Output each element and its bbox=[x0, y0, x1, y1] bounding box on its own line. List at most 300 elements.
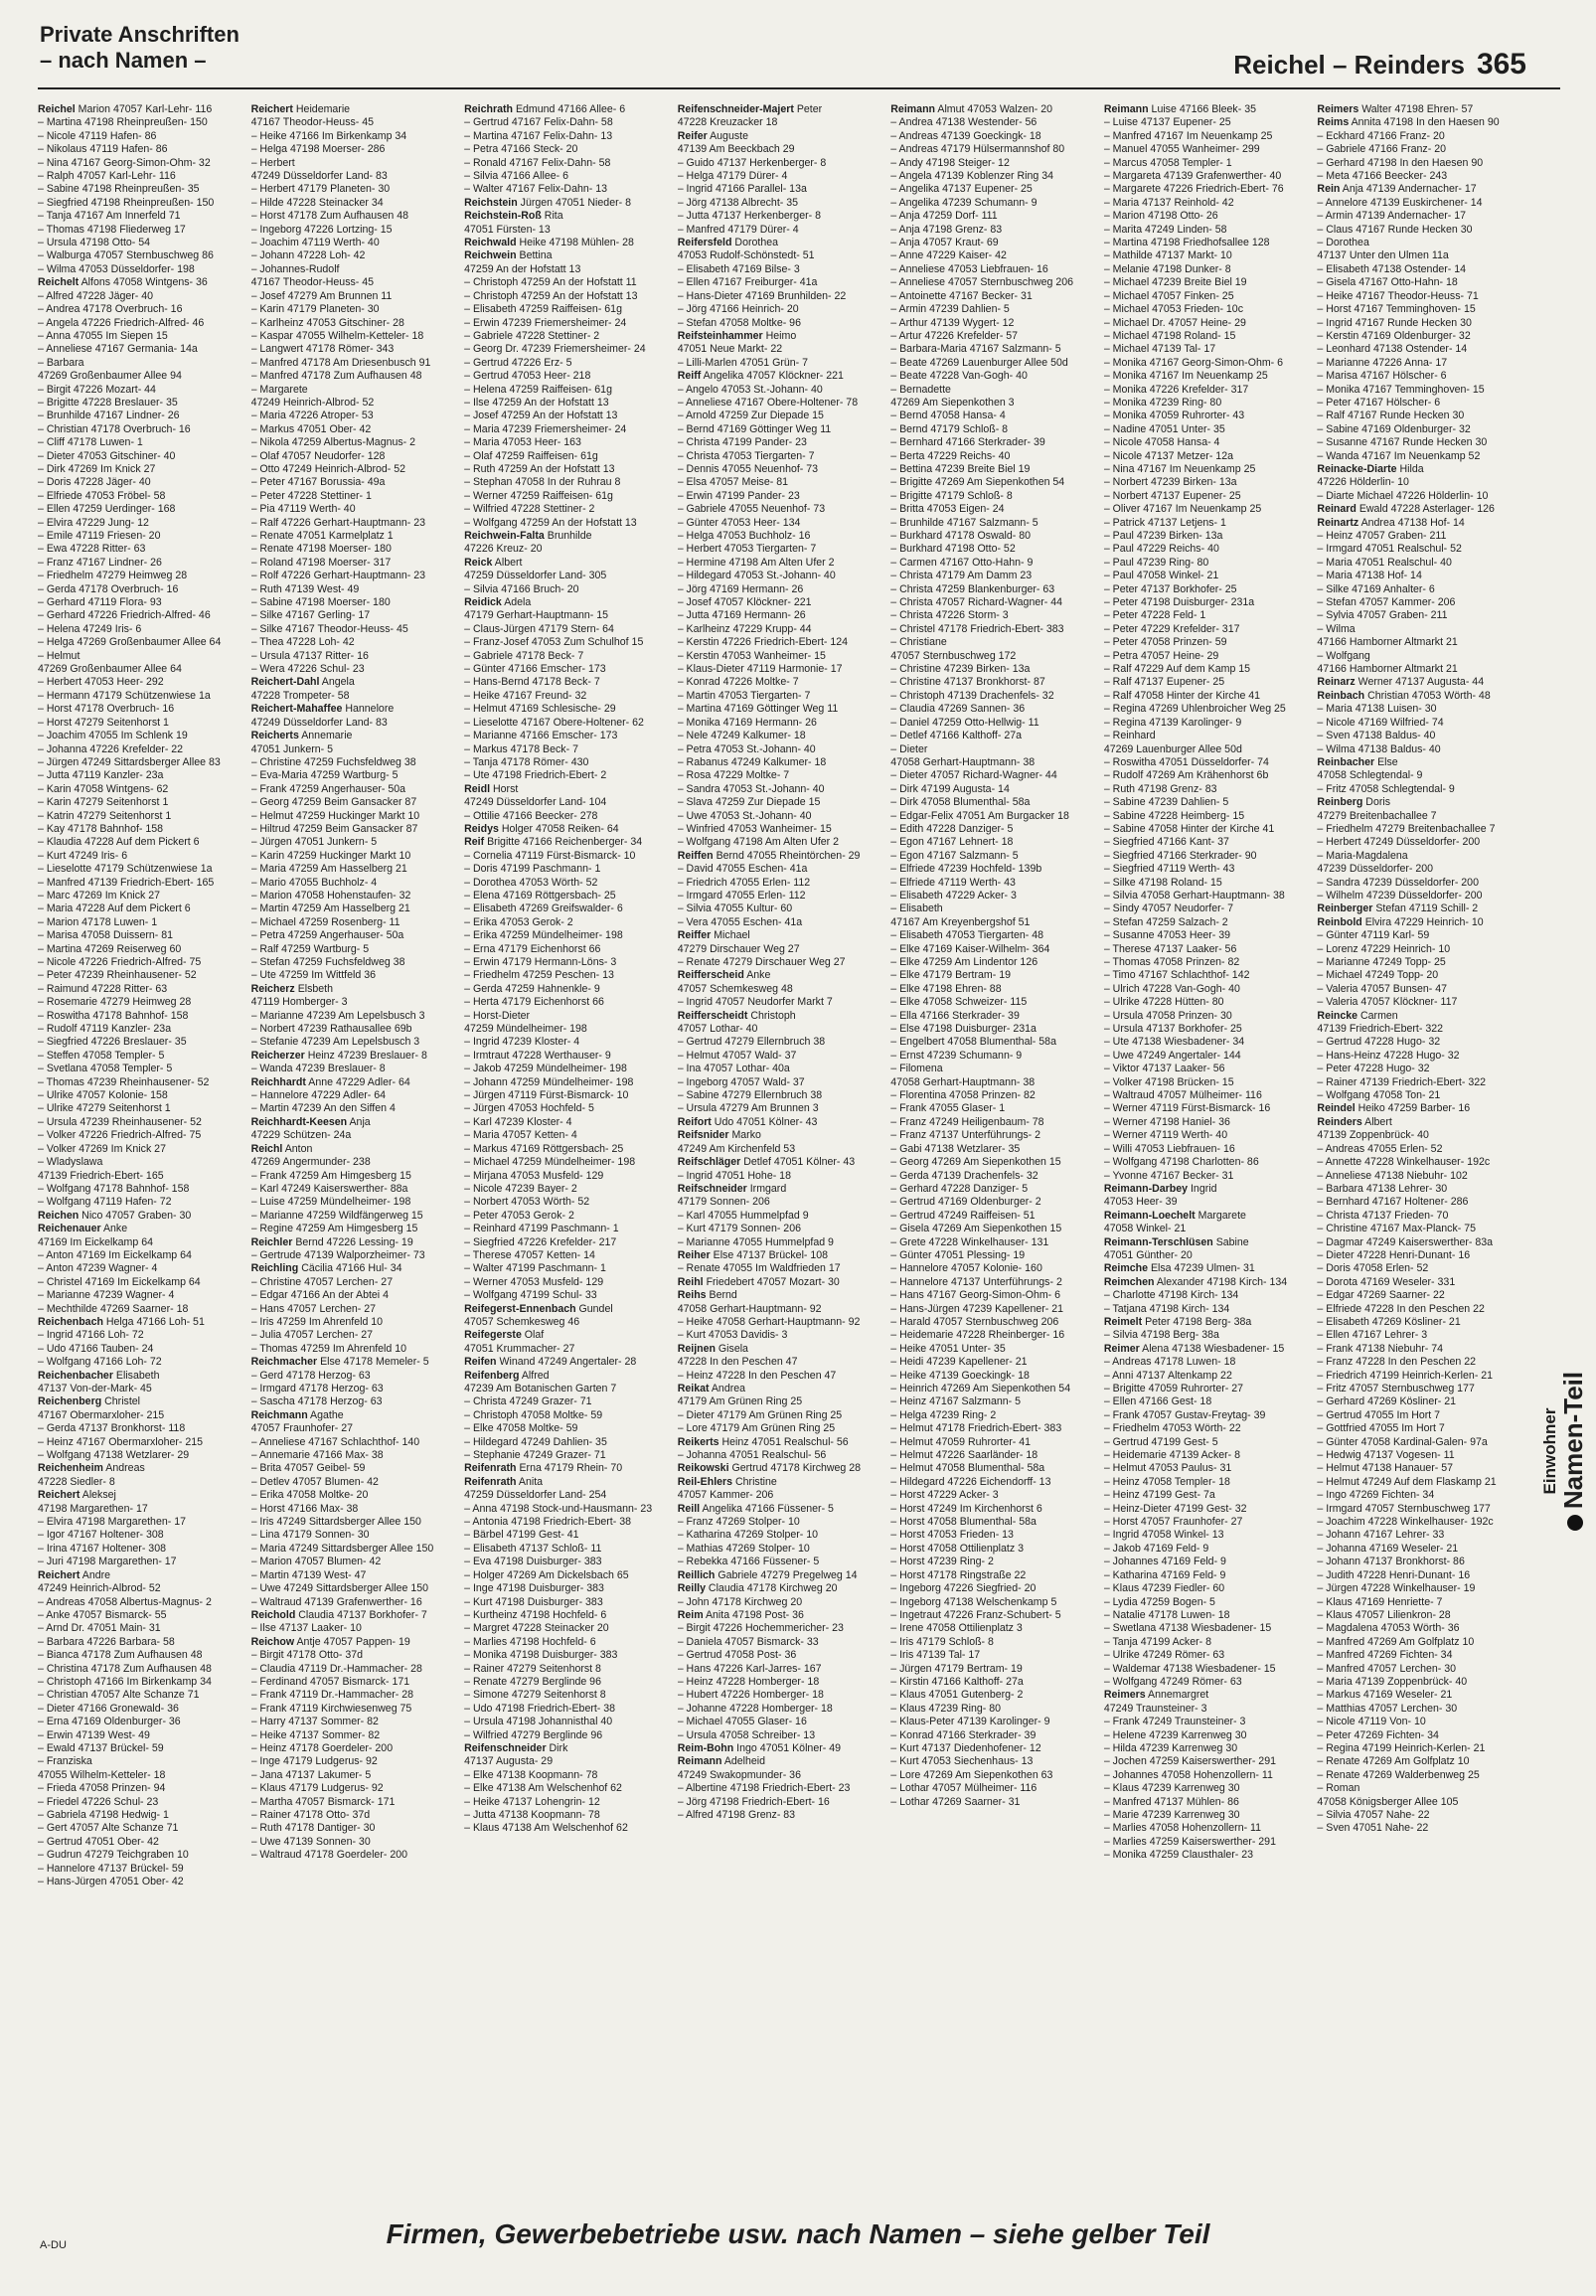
entry-text: – Frieda 47058 Prinzen- 94 bbox=[38, 1782, 166, 1795]
entry-text: – Renate 47269 Walderbenweg 25 bbox=[1317, 1768, 1480, 1781]
entry-text: – Helene 47239 Karrenweg 30 bbox=[1103, 1728, 1247, 1741]
entry-text: 47249 Heinrich-Albrod- 52 bbox=[38, 1582, 161, 1595]
entry-text: – Ursula 47137 Ritter- 16 bbox=[250, 649, 369, 662]
entry-text: – Marianne 47259 Wildfängerweg 15 bbox=[250, 1209, 423, 1222]
directory-entry bbox=[678, 370, 878, 383]
entry-text: – Alfred 47228 Jäger- 40 bbox=[38, 289, 154, 302]
surname: Reicherzer bbox=[250, 1049, 305, 1062]
directory-entry bbox=[1317, 490, 1516, 503]
directory-entry bbox=[1104, 570, 1304, 582]
entry-text: – Ingrid 47166 Parallel- 13a bbox=[677, 183, 807, 196]
directory-entry bbox=[464, 650, 664, 663]
entry-text: – Mario 47055 Buchholz- 4 bbox=[250, 876, 378, 889]
entry-text: – Doris 47228 Jäger- 40 bbox=[38, 476, 151, 489]
directory-entry bbox=[38, 1543, 238, 1556]
directory-entry bbox=[678, 1529, 878, 1542]
directory-entry bbox=[464, 663, 664, 676]
directory-entry bbox=[1104, 1809, 1304, 1822]
directory-entry bbox=[251, 1636, 451, 1649]
directory-entry bbox=[251, 1276, 451, 1289]
entry-text: – Jörg 47169 Hermann- 26 bbox=[677, 582, 804, 595]
directory-entry bbox=[1317, 1755, 1516, 1768]
entry-text: 47058 Schlegtendal- 9 bbox=[1317, 769, 1423, 782]
surname: Reifsteinhammer bbox=[677, 329, 763, 342]
entry-text: – Matthias 47057 Lerchen- 30 bbox=[1317, 1702, 1458, 1715]
entry-text: – Maria 47051 Realschul- 40 bbox=[1317, 556, 1452, 569]
directory-entry bbox=[464, 1143, 664, 1156]
directory-entry bbox=[38, 1676, 238, 1689]
directory-entry bbox=[890, 397, 1090, 410]
directory-entry bbox=[1104, 1836, 1304, 1849]
directory-entry bbox=[38, 1223, 238, 1235]
directory-entry bbox=[890, 436, 1090, 449]
directory-entry bbox=[890, 1276, 1090, 1289]
directory-entry bbox=[464, 1343, 664, 1356]
entry-text: – Wilfried 47228 Stettiner- 2 bbox=[464, 503, 595, 516]
entry-text: 47166 Hamborner Altmarkt 21 bbox=[1317, 636, 1458, 649]
directory-entry bbox=[1317, 1569, 1516, 1582]
directory-entry bbox=[1317, 1703, 1516, 1716]
directory-entry bbox=[890, 1316, 1090, 1329]
directory-entry bbox=[678, 636, 878, 649]
directory-entry bbox=[1104, 1063, 1304, 1075]
entry-text: – Gertrud 47279 Ellernbruch 38 bbox=[677, 1036, 826, 1049]
directory-entry bbox=[251, 969, 451, 982]
entry-text: – Renate 47269 Am Golfplatz 10 bbox=[1317, 1755, 1470, 1768]
entry-text: – Gerd 47178 Herzog- 63 bbox=[250, 1369, 371, 1382]
directory-entry bbox=[678, 1249, 878, 1262]
entry-text: – Manfred 47139 Friedrich-Ebert- 165 bbox=[38, 876, 215, 889]
entry-text: Else bbox=[1377, 755, 1398, 768]
directory-entry bbox=[251, 623, 451, 636]
directory-entry bbox=[464, 1196, 664, 1209]
entry-text: – Brigitte 47228 Breslauer- 35 bbox=[38, 396, 178, 409]
entry-text: – Johanna 47169 Weseler- 21 bbox=[1317, 1542, 1459, 1555]
entry-text: Bernd 47226 Lessing- 19 bbox=[295, 1235, 413, 1248]
entry-text: – Johannes 47058 Hohenzollern- 11 bbox=[1103, 1768, 1273, 1781]
directory-entry bbox=[1104, 1102, 1304, 1115]
entry-text: – Helmut 47138 Hanauer- 57 bbox=[1317, 1462, 1454, 1475]
entry-text: 47228 In den Peschen 47 bbox=[677, 1356, 798, 1369]
directory-entry bbox=[678, 1395, 878, 1408]
directory-entry bbox=[1317, 1742, 1516, 1755]
entry-text: – Gisela 47269 Am Siepenkothen 15 bbox=[890, 1223, 1062, 1235]
directory-entry bbox=[1317, 1822, 1516, 1835]
entry-text: – Klaus 47138 Am Welschenhof 62 bbox=[464, 1822, 628, 1835]
entry-text: – Gabriele 47055 Neuenhof- 73 bbox=[677, 503, 826, 516]
surname: Reick bbox=[464, 556, 493, 569]
entry-text: Christine bbox=[735, 1475, 777, 1488]
entry-text: – Ingrid 47058 Winkel- 13 bbox=[1103, 1529, 1224, 1542]
side-tab-big bbox=[1558, 1272, 1586, 1630]
directory-entry bbox=[464, 1582, 664, 1595]
directory-entry bbox=[890, 902, 1090, 915]
directory-entry bbox=[251, 956, 451, 969]
directory-entry bbox=[464, 1210, 664, 1223]
entry-text: – Margarete bbox=[250, 383, 308, 396]
surname: Reiffen bbox=[677, 849, 714, 862]
entry-text: – Günter 47058 Kardinal-Galen- 97a bbox=[1317, 1435, 1488, 1448]
entry-text: – Lieselotte 47167 Obere-Holtener- 62 bbox=[464, 716, 644, 729]
directory-entry bbox=[890, 170, 1090, 183]
directory-entry bbox=[38, 636, 238, 649]
entry-text: – Erika 47053 Gerok- 2 bbox=[464, 915, 573, 928]
entry-text: – Dieter 47166 Gronewald- 36 bbox=[38, 1702, 179, 1715]
directory-entry bbox=[890, 1210, 1090, 1223]
directory-entry bbox=[678, 1476, 878, 1489]
directory-entry bbox=[678, 570, 878, 582]
directory-entry bbox=[251, 210, 451, 223]
directory-entry bbox=[890, 303, 1090, 316]
directory-entry bbox=[678, 1262, 878, 1275]
entry-text: – Maria 47226 Atroper- 53 bbox=[250, 410, 374, 422]
entry-text: Ingrid bbox=[1190, 1182, 1217, 1195]
directory-entry bbox=[678, 157, 878, 170]
entry-text: 47058 Gerhart-Hauptmann- 38 bbox=[890, 755, 1036, 768]
directory-entry bbox=[890, 530, 1090, 543]
surname: Reim bbox=[677, 1608, 704, 1621]
entry-text: – Thea 47228 Loh- 42 bbox=[250, 636, 355, 649]
entry-text: – Helmut 47058 Blumenthal- 58a bbox=[890, 1462, 1045, 1475]
directory-entry bbox=[251, 663, 451, 676]
entry-text: 47259 Düsseldorfer Land- 254 bbox=[464, 1489, 607, 1502]
directory-entry bbox=[1104, 1489, 1304, 1502]
directory-entry bbox=[678, 1316, 878, 1329]
entry-text: – Tatjana 47198 Kirch- 134 bbox=[1103, 1302, 1230, 1315]
entry-text: – Andreas 47055 Erlen- 52 bbox=[1317, 1142, 1443, 1155]
entry-text: – Marc 47269 Im Knick 27 bbox=[38, 889, 161, 902]
directory-entry bbox=[678, 743, 878, 756]
entry-text: – Andy 47198 Steiger- 12 bbox=[890, 156, 1010, 169]
directory-entry bbox=[1317, 609, 1516, 622]
entry-text: – Paul 47239 Ring- 80 bbox=[1103, 556, 1209, 569]
surname: Reif bbox=[464, 836, 485, 849]
directory-entry bbox=[890, 810, 1090, 823]
entry-text: – Horst 47229 Acker- 3 bbox=[890, 1489, 999, 1502]
surname: Reifegerst-Ennenbach bbox=[464, 1302, 576, 1315]
directory-entry bbox=[1317, 224, 1516, 237]
entry-text: – Joachim 47228 Winkelhauser- 192c bbox=[1317, 1516, 1494, 1529]
entry-text: 47269 Am Siepenkothen 3 bbox=[890, 396, 1015, 409]
entry-text: Anke bbox=[746, 969, 771, 982]
entry-text: Gabriele 47279 Pregelweg 14 bbox=[718, 1568, 858, 1581]
directory-entry bbox=[1317, 1303, 1516, 1316]
entry-text: – Silvia 47166 Bruch- 20 bbox=[464, 582, 579, 595]
entry-text: – Elfriede 47119 Werth- 43 bbox=[890, 876, 1016, 889]
directory-entry bbox=[38, 170, 238, 183]
entry-text: – Monika 47198 Duisburger- 383 bbox=[464, 1649, 618, 1662]
directory-entry bbox=[464, 317, 664, 330]
entry-text: – Gertrud 47055 Im Hort 7 bbox=[1317, 1408, 1441, 1421]
entry-text: – Guido 47137 Herkenberger- 8 bbox=[677, 156, 827, 169]
entry-text: – Lilli-Marlen 47051 Grün- 7 bbox=[677, 356, 809, 369]
surname: Reifschläger bbox=[677, 1156, 741, 1169]
entry-text: – Winfried 47053 Wanheimer- 15 bbox=[677, 822, 832, 835]
entry-text: – Martin 47053 Tiergarten- 7 bbox=[677, 689, 811, 702]
directory-entry bbox=[38, 1170, 238, 1183]
directory-entry bbox=[38, 1196, 238, 1209]
directory-entry bbox=[251, 397, 451, 410]
directory-entry bbox=[678, 276, 878, 289]
directory-entry bbox=[251, 1089, 451, 1102]
entry-text: – Hildegard 47249 Dahlien- 35 bbox=[464, 1435, 607, 1448]
entry-text: – Filomena bbox=[890, 1063, 943, 1075]
directory-entry bbox=[678, 983, 878, 996]
entry-text: – Nina 47167 Im Neuenkamp 25 bbox=[1103, 462, 1256, 475]
entry-text: – Wolfgang 47178 Bahnhof- 158 bbox=[38, 1182, 190, 1195]
directory-column-5 bbox=[890, 103, 1090, 2201]
directory-entry bbox=[464, 503, 664, 516]
entry-text: – Berta 47229 Reichs- 40 bbox=[890, 449, 1011, 462]
entry-text: – Anja 47198 Grenz- 83 bbox=[890, 223, 1003, 236]
directory-entry bbox=[464, 543, 664, 556]
footer-note: Firmen, Gewerbebetriebe usw. nach Namen – siehe gelber Teil bbox=[386, 2218, 1210, 2249]
directory-entry bbox=[38, 357, 238, 370]
directory-entry bbox=[464, 1249, 664, 1262]
directory-entry bbox=[1104, 1249, 1304, 1262]
directory-entry bbox=[678, 450, 878, 463]
entry-text: – Eckhard 47166 Franz- 20 bbox=[1317, 129, 1445, 142]
directory-entry bbox=[1317, 1370, 1516, 1383]
directory-entry bbox=[1104, 157, 1304, 170]
directory-entry bbox=[251, 543, 451, 556]
directory-entry bbox=[38, 1809, 238, 1822]
directory-entry bbox=[38, 1596, 238, 1609]
entry-text: – Johann 47259 Mündelheimer- 198 bbox=[464, 1075, 634, 1088]
surname: Reichstein bbox=[464, 196, 518, 209]
entry-text: – Dorothea 47053 Wörth- 52 bbox=[464, 876, 598, 889]
entry-text: – Gerda 47139 Drachenfels- 32 bbox=[890, 1169, 1038, 1182]
entry-text: Elisabeth bbox=[115, 1369, 160, 1382]
directory-entry bbox=[678, 1236, 878, 1249]
directory-entry bbox=[251, 916, 451, 929]
surname: Reichwald bbox=[464, 237, 517, 249]
entry-text: Walter 47198 Ehren- 57 bbox=[1361, 103, 1474, 115]
entry-text: – Rabanus 47249 Kalkumer- 18 bbox=[677, 755, 827, 768]
directory-entry bbox=[251, 1356, 451, 1369]
entry-text: – Sindy 47057 Neudorfer- 7 bbox=[1103, 902, 1233, 915]
directory-entry bbox=[678, 503, 878, 516]
entry-text: – Horst 47058 Ottilienplatz 3 bbox=[890, 1542, 1024, 1555]
directory-entry bbox=[38, 1822, 238, 1835]
directory-entry bbox=[1104, 1636, 1304, 1649]
directory-entry bbox=[251, 1769, 451, 1782]
entry-text: – Ruth 47259 An der Hofstatt 13 bbox=[464, 462, 615, 475]
entry-text: 47249 Am Kirchenfeld 53 bbox=[677, 1142, 796, 1155]
directory-entry bbox=[1104, 183, 1304, 196]
entry-text: – Uwe 47139 Sonnen- 30 bbox=[250, 1835, 371, 1848]
directory-entry bbox=[38, 943, 238, 956]
directory-entry bbox=[464, 436, 664, 449]
entry-text: – Andreas 47139 Goeckingk- 18 bbox=[890, 129, 1041, 142]
directory-entry bbox=[678, 796, 878, 809]
surname: Reifenrath bbox=[464, 1462, 517, 1475]
entry-text: – Heinz 47178 Goerdeler- 200 bbox=[250, 1741, 394, 1754]
entry-text: – Hildegard 47053 St.-Johann- 40 bbox=[677, 570, 836, 582]
entry-text: – Holger 47269 Am Dickelsbach 65 bbox=[464, 1568, 629, 1581]
directory-entry bbox=[251, 1622, 451, 1635]
entry-text: – Marianne 47226 Anna- 17 bbox=[1317, 356, 1448, 369]
directory-entry bbox=[251, 530, 451, 543]
entry-text: – Klaudia 47228 Auf dem Pickert 6 bbox=[38, 836, 200, 849]
entry-text: Carmen bbox=[1360, 1009, 1398, 1022]
directory-entry bbox=[1317, 436, 1516, 449]
directory-column-2 bbox=[251, 103, 451, 2201]
entry-text: – Gertrud 47249 Raiffeisen- 51 bbox=[890, 1209, 1036, 1222]
entry-text: – Ralf 47137 Eupener- 25 bbox=[1103, 676, 1225, 689]
entry-text: – Hans-Jürgen 47239 Kapellener- 21 bbox=[890, 1302, 1064, 1315]
directory-entry bbox=[678, 929, 878, 942]
directory-entry bbox=[890, 370, 1090, 383]
directory-entry bbox=[251, 1249, 451, 1262]
directory-entry bbox=[38, 543, 238, 556]
entry-text: – Karin 47279 Seitenhorst 1 bbox=[38, 796, 169, 809]
entry-text: – Stefan 47259 Fuchsfeldweg 38 bbox=[250, 956, 405, 968]
directory-entry bbox=[464, 1663, 664, 1676]
entry-text: – Ina 47057 Lothar- 40a bbox=[677, 1063, 790, 1075]
directory-entry bbox=[464, 463, 664, 476]
entry-text: – Gerhard 47226 Friedrich-Alfred- 46 bbox=[38, 609, 211, 622]
directory-entry bbox=[1104, 423, 1304, 436]
directory-entry bbox=[251, 1370, 451, 1383]
surname: Reidys bbox=[464, 822, 499, 835]
directory-entry bbox=[1104, 1050, 1304, 1063]
directory-entry bbox=[38, 410, 238, 422]
entry-text: – Leonhard 47138 Ostender- 14 bbox=[1317, 343, 1468, 356]
entry-text: – Frank 47119 Kirchwiesenweg 75 bbox=[250, 1702, 412, 1715]
entry-text: – Katharina 47169 Feld- 9 bbox=[1103, 1568, 1226, 1581]
entry-text: – Brigitte 47179 Schloß- 8 bbox=[890, 489, 1013, 502]
entry-text: – Ronald 47167 Felix-Dahn- 58 bbox=[464, 156, 611, 169]
directory-entry bbox=[251, 1836, 451, 1849]
directory-entry bbox=[251, 929, 451, 942]
entry-text: – Maria 47138 Hof- 14 bbox=[1317, 570, 1422, 582]
entry-text: – Joachim 47119 Werth- 40 bbox=[250, 237, 380, 249]
entry-text: – Gertrud 47199 Gest- 5 bbox=[1103, 1435, 1218, 1448]
entry-text: Peter bbox=[796, 103, 823, 115]
directory-entry bbox=[678, 1076, 878, 1089]
entry-text: – Christoph 47259 An der Hofstatt 13 bbox=[464, 289, 638, 302]
entry-text: – Cornelia 47119 Fürst-Bismarck- 10 bbox=[464, 849, 636, 862]
entry-text: – Silvia 47198 Berg- 38a bbox=[1103, 1329, 1219, 1342]
entry-text: – Christa 47179 Am Damm 23 bbox=[890, 570, 1033, 582]
directory-entry bbox=[464, 850, 664, 863]
directory-entry bbox=[38, 1276, 238, 1289]
directory-entry bbox=[464, 1462, 664, 1475]
directory-entry bbox=[890, 1170, 1090, 1183]
entry-text: – Bernd 47169 Göttinger Weg 11 bbox=[677, 422, 832, 435]
directory-entry bbox=[251, 690, 451, 703]
directory-entry bbox=[890, 1063, 1090, 1075]
entry-text: – Martina 47198 Rheinpreußen- 150 bbox=[38, 116, 208, 129]
entry-text: – Nicole 47226 Friedrich-Alfred- 75 bbox=[38, 956, 202, 968]
surname: Rein bbox=[1317, 183, 1341, 196]
entry-text: – Heinz-Dieter 47199 Gest- 32 bbox=[1103, 1502, 1247, 1515]
entry-text: – Angelika 47137 Eupener- 25 bbox=[890, 183, 1033, 196]
directory-entry bbox=[38, 263, 238, 276]
entry-text: Holger 47058 Reiken- 64 bbox=[501, 822, 619, 835]
entry-text: – Daniela 47057 Bismarck- 33 bbox=[677, 1635, 819, 1648]
directory-entry bbox=[1317, 956, 1516, 969]
surname: Reichstein-Roß bbox=[464, 210, 542, 223]
entry-text: Almut 47053 Walzen- 20 bbox=[937, 103, 1053, 115]
directory-entry bbox=[38, 1849, 238, 1862]
entry-text: – Werner 47198 Haniel- 36 bbox=[1103, 1115, 1230, 1128]
entry-text: – Regine 47259 Am Himgesberg 15 bbox=[250, 1223, 418, 1235]
entry-text: – Hubert 47226 Homberger- 18 bbox=[677, 1689, 824, 1702]
directory-entry bbox=[1317, 170, 1516, 183]
entry-text: 47137 Von-der-Mark- 45 bbox=[38, 1383, 152, 1394]
directory-entry bbox=[1104, 103, 1304, 116]
entry-text: – Ursula 47198 Otto- 54 bbox=[38, 237, 151, 249]
directory-entry bbox=[678, 1582, 878, 1595]
directory-entry bbox=[890, 1716, 1090, 1728]
directory-entry bbox=[890, 636, 1090, 649]
entry-text: – Arnd Dr. 47051 Main- 31 bbox=[38, 1622, 161, 1635]
directory-entry bbox=[890, 490, 1090, 503]
directory-entry bbox=[38, 450, 238, 463]
entry-text: – Edgar-Felix 47051 Am Burgacker 18 bbox=[890, 809, 1069, 822]
directory-entry bbox=[251, 1236, 451, 1249]
directory-entry bbox=[890, 557, 1090, 570]
entry-text: – Angela 47226 Friedrich-Alfred- 46 bbox=[38, 316, 205, 329]
surname: Reinbach bbox=[1317, 689, 1365, 702]
entry-text: – Hermine 47198 Am Alten Ufer 2 bbox=[677, 556, 835, 569]
directory-entry bbox=[1317, 1556, 1516, 1568]
surname: Reichl bbox=[250, 1142, 283, 1155]
entry-text: – Martina 47198 Friedhofsallee 128 bbox=[1103, 237, 1270, 249]
directory-entry bbox=[890, 1543, 1090, 1556]
entry-text: 47137 Unter den Ulmen 11a bbox=[1317, 249, 1449, 262]
directory-entry bbox=[890, 1076, 1090, 1089]
entry-text: – Silke 47167 Theodor-Heuss- 45 bbox=[250, 622, 408, 635]
directory-entry bbox=[890, 1116, 1090, 1129]
entry-text: – Dagmar 47249 Kaiserswerther- 83a bbox=[1317, 1235, 1494, 1248]
entry-text: Anne 47229 Adler- 64 bbox=[308, 1075, 410, 1088]
directory-entry bbox=[678, 1143, 878, 1156]
entry-text: – Norbert 47239 Birken- 13a bbox=[1103, 476, 1237, 489]
directory-entry bbox=[1317, 1023, 1516, 1036]
directory-entry bbox=[1317, 276, 1516, 289]
directory-entry bbox=[464, 1769, 664, 1782]
entry-text: – Oliver 47167 Im Neuenkamp 25 bbox=[1103, 503, 1262, 516]
directory-entry bbox=[1317, 1663, 1516, 1676]
directory-entry bbox=[1317, 530, 1516, 543]
entry-text: Anke bbox=[102, 1223, 128, 1235]
directory-entry bbox=[678, 1210, 878, 1223]
entry-text: – Horst 47279 Seitenhorst 1 bbox=[38, 716, 169, 729]
entry-text: – Christel 47178 Friedrich-Ebert- 383 bbox=[890, 622, 1064, 635]
entry-text: – Monika 47167 Temminghoven- 15 bbox=[1317, 383, 1485, 396]
directory-entry bbox=[464, 237, 664, 249]
directory-entry bbox=[464, 1596, 664, 1609]
entry-text: – Diarte Michael 47226 Hölderlin- 10 bbox=[1317, 489, 1489, 502]
directory-entry bbox=[1317, 370, 1516, 383]
directory-entry bbox=[464, 357, 664, 370]
directory-entry bbox=[1104, 1769, 1304, 1782]
entry-text: – Monika 47167 Im Neuenkamp 25 bbox=[1103, 370, 1268, 383]
directory-entry bbox=[464, 303, 664, 316]
page-number: 365 bbox=[1476, 48, 1526, 81]
directory-entry bbox=[464, 1036, 664, 1049]
entry-text: – Edgar 47269 Saarner- 22 bbox=[1317, 1289, 1445, 1302]
entry-text: – Elisabeth 47269 Kösliner- 21 bbox=[1317, 1315, 1461, 1328]
directory-entry bbox=[1104, 463, 1304, 476]
entry-text: Angelika 47057 Klöckner- 221 bbox=[703, 370, 844, 383]
directory-entry bbox=[38, 743, 238, 756]
directory-entry bbox=[1104, 1356, 1304, 1369]
surname: Reichert bbox=[38, 1489, 80, 1502]
